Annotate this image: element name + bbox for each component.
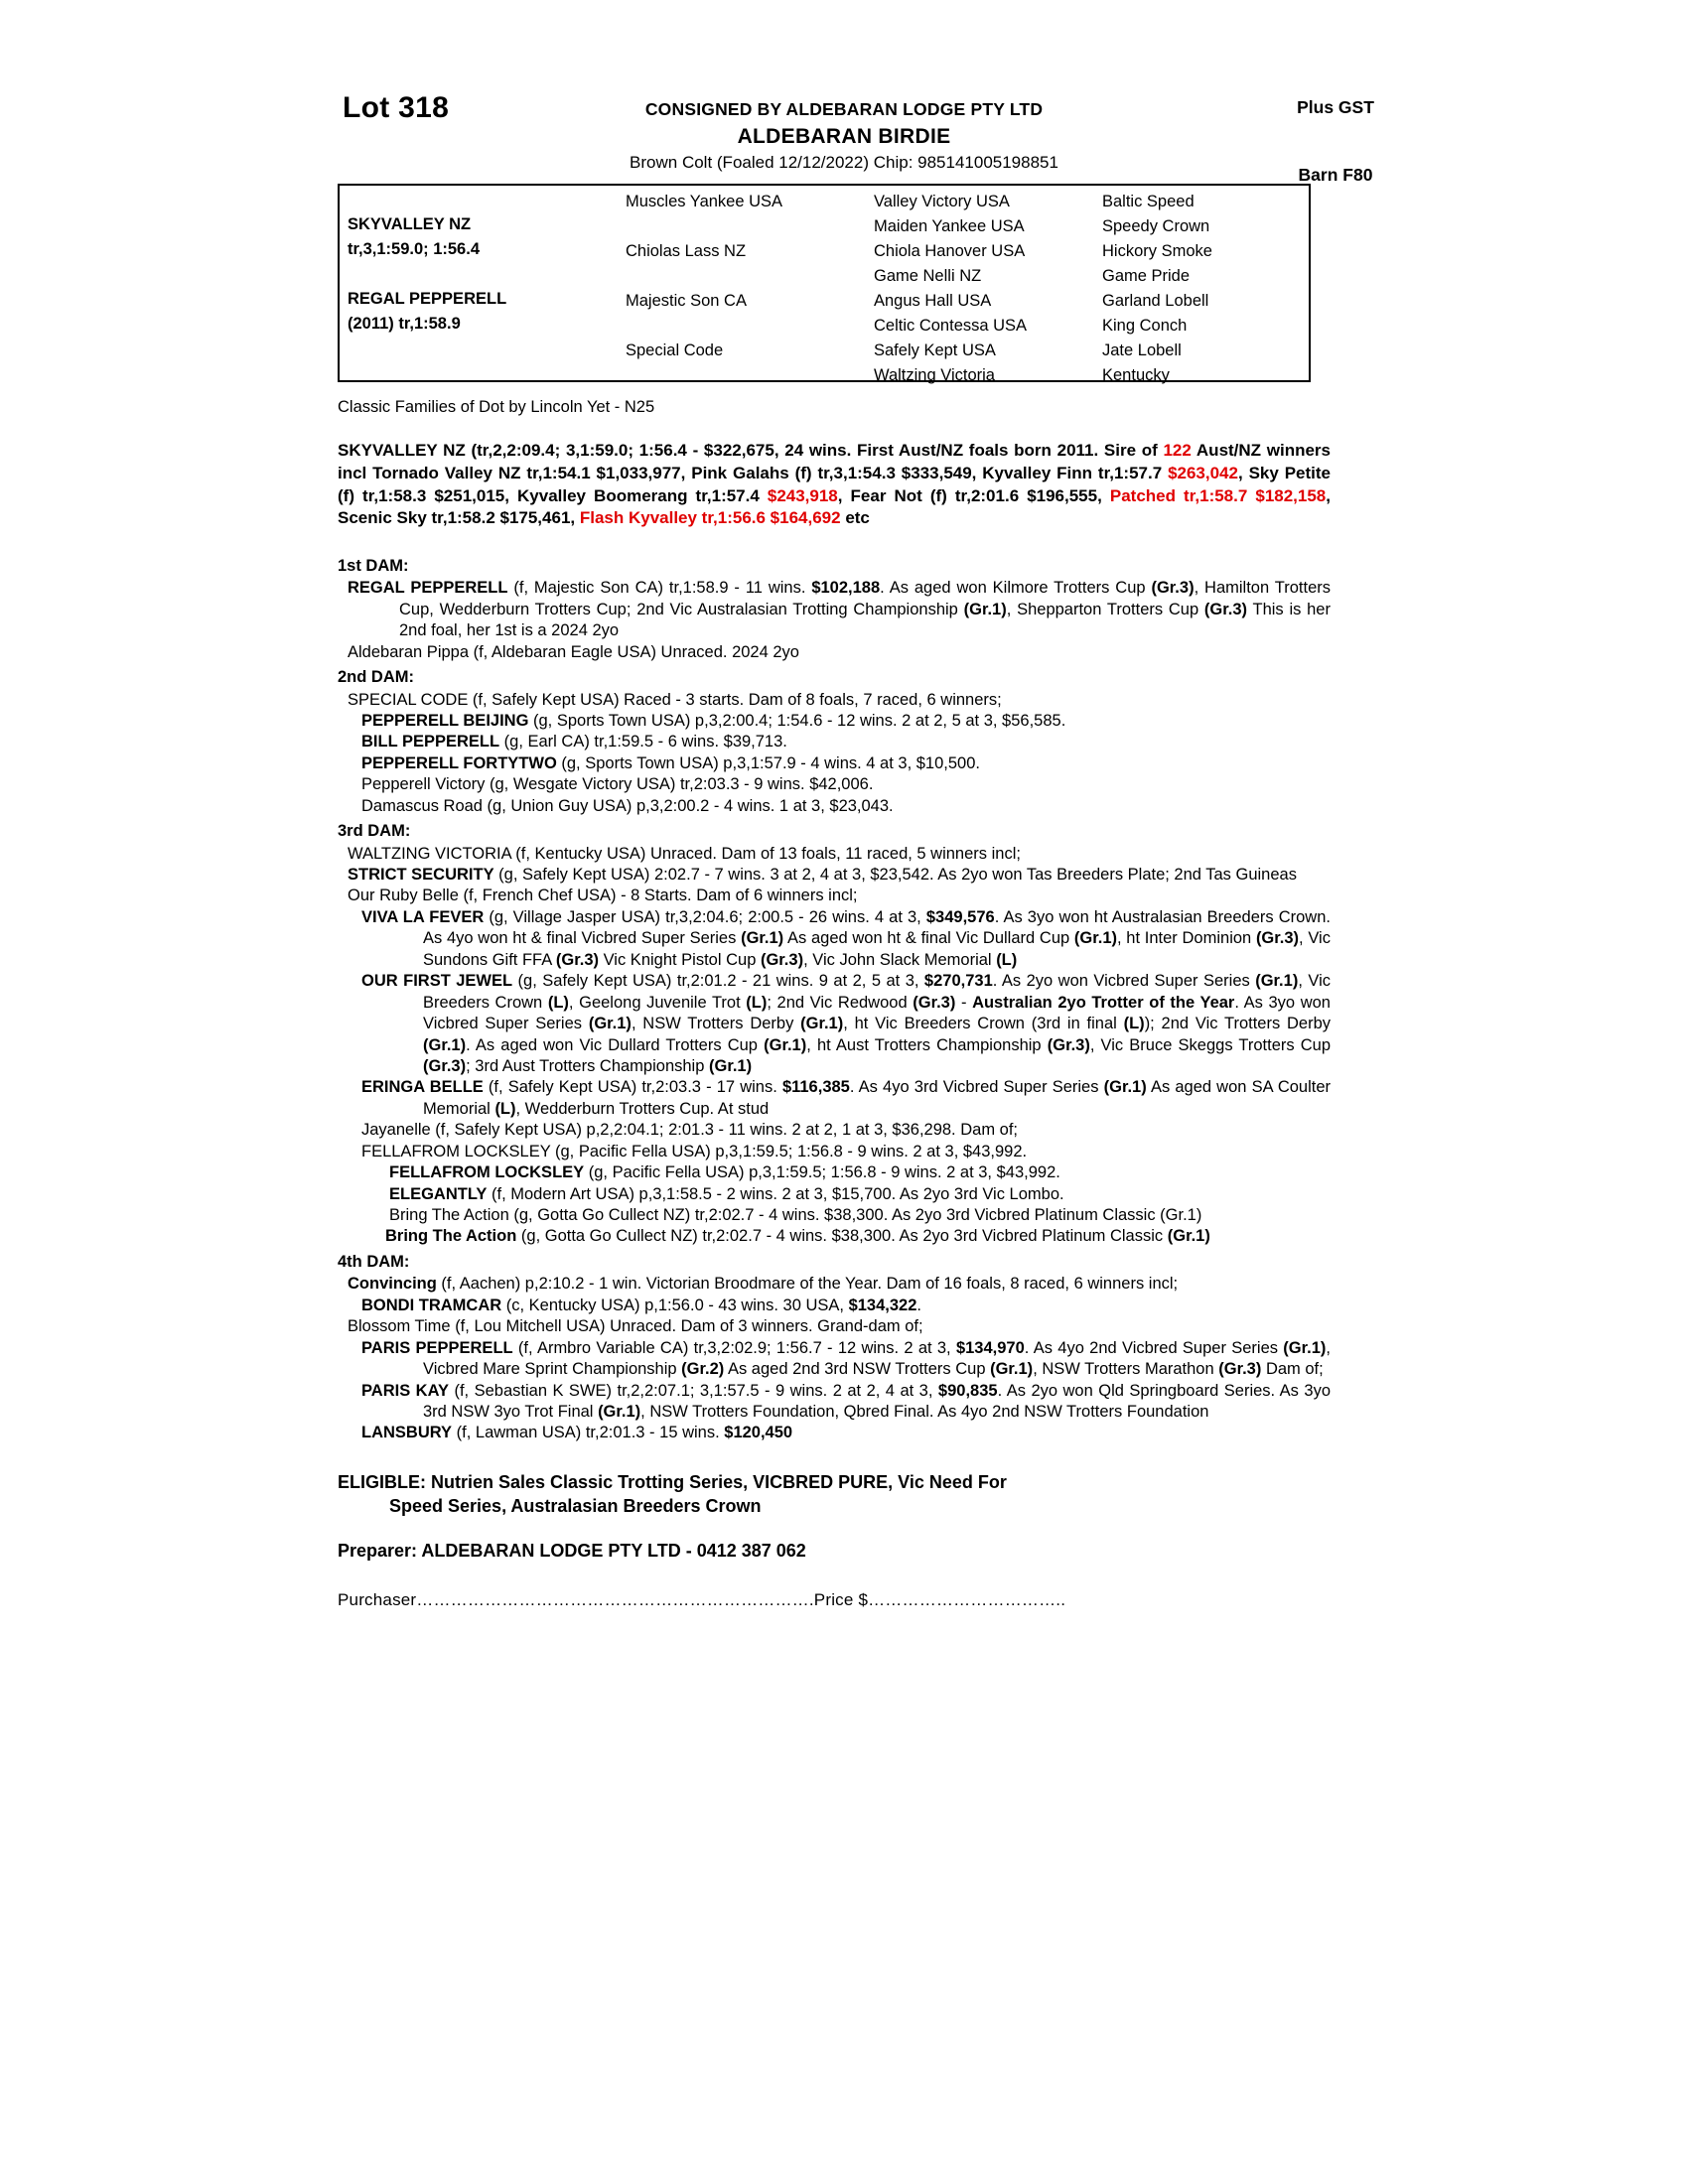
pedigree-gg-grandparent: Speedy Crown [1102,217,1210,235]
preparer-line: Preparer: ALDEBARAN LODGE PTY LTD - 0412 387 062 [338,1541,806,1562]
dam-entry: VIVA LA FEVER (g, Village Jasper USA) tr,3,2:04.6; 2:00.5 - 26 wins. 4 at 3, $349,576. As 3yo won ht Australasian Breeders Crown. As 4yo won ht & final Vicbred Super Series (Gr.1) As aged won ht & final Vic Dullard Cup (Gr.1), ht Inter Dominion (Gr.3), Vic Sundons Gift FFA (Gr.3) Vic Knight Pistol Cup (Gr.3), Vic John Slack Memorial (L) [361,907,1331,969]
dam-entry: PEPPERELL BEIJING (g, Sports Town USA) p,3,2:00.4; 1:54.6 - 12 wins. 2 at 2, 5 at 3, $56,585. [361,711,1066,730]
dam-entry: REGAL PEPPERELL (f, Majestic Son CA) tr,1:58.9 - 11 wins. $102,188. As aged won Kilmore Trotters Cup (Gr.3), Hamilton Trotters Cup, Wedderburn Trotters Cup; 2nd Vic Australasian Trotting Championship (Gr.1), Shepparton Trotters Cup (Gr.3) This is her 2nd foal, her 1st is a 2024 2yo [348,579,1331,640]
dam-heading-3: 3rd DAM: [338,822,411,841]
dam-entry: FELLAFROM LOCKSLEY (g, Pacific Fella USA) p,3,1:59.5; 1:56.8 - 9 wins. 2 at 3, $43,992. [389,1163,1060,1182]
dam-entry: Blossom Time (f, Lou Mitchell USA) Unraced. Dam of 3 winners. Grand-dam of; [348,1317,923,1336]
dam-entry: Jayanelle (f, Safely Kept USA) p,2,2:04.1; 2:01.3 - 11 wins. 2 at 2, 1 at 3, $36,298. Dam of; [361,1121,1018,1140]
dam-entry: SPECIAL CODE (f, Safely Kept USA) Raced - 3 starts. Dam of 8 foals, 7 raced, 6 winners; [348,690,1002,709]
horse-name: ALDEBARAN BIRDIE [737,125,951,148]
pedigree-great-grandparent: Safely Kept USA [874,341,996,359]
dam-heading-2: 2nd DAM: [338,668,414,687]
dam-entry: Bring The Action (g, Gotta Go Cullect NZ) tr,2:02.7 - 4 wins. $38,300. As 2yo 3rd Vicbred Platinum Classic (Gr.1) [389,1206,1202,1224]
pedigree-great-grandparent: Game Nelli NZ [874,267,982,285]
dam-entry: ERINGA BELLE (f, Safely Kept USA) tr,2:03.3 - 17 wins. $116,385. As 4yo 3rd Vicbred Super Series (Gr.1) As aged won SA Coulter Memorial (L), Wedderburn Trotters Cup. At stud [361,1078,1332,1118]
dam-entry: OUR FIRST JEWEL (g, Safely Kept USA) tr,2:01.2 - 21 wins. 9 at 2, 5 at 3, $270,731. As 2yo won Vicbred Super Series (Gr.1), Vic Breeders Crown (L), Geelong Juvenile Trot (L); 2nd Vic Redwood (Gr.3) - Australian 2yo Trotter of the Year. As 3yo won Vicbred Super Series (Gr.1), NSW Trotters Derby (Gr.1), ht Vic Breeders Crown (3rd in final (L)); 2nd Vic Trotters Derby (Gr.1). As aged won Vic Dullard Trotters Cup (Gr.1), ht Aust Trotters Championship (Gr.3), Vic Bruce Skeggs Trotters Cup (Gr.3); 3rd Aust Trotters Championship (Gr.1) [361,972,1332,1075]
barn-label: Barn F80 [1298,165,1373,185]
dam-entry: PARIS KAY (f, Sebastian K SWE) tr,2,2:07.1; 3,1:57.5 - 9 wins. 2 at 2, 4 at 3, $90,835. As 2yo won Qld Springboard Series. As 3yo 3rd NSW 3yo Trot Final (Gr.1), NSW Trotters Foundation, Qbred Final. As 4yo 2nd NSW Trotters Foundation [361,1381,1332,1421]
dam-entry: ELEGANTLY (f, Modern Art USA) p,3,1:58.5 - 2 wins. 2 at 3, $15,700. As 2yo 3rd Vic Lombo. [389,1184,1064,1203]
pedigree-great-grandparent: Waltzing Victoria [874,366,995,384]
pedigree-great-grandparent: Angus Hall USA [874,292,992,310]
dam-entry: Pepperell Victory (g, Wesgate Victory USA) tr,2:03.3 - 9 wins. $42,006. [361,775,874,794]
purchaser-line: Purchaser…………………………………………………………….Price $…………………………….. [338,1589,1066,1609]
page-header [129,50,1559,185]
dam-entry: STRICT SECURITY (g, Safely Kept USA) 2:02.7 - 7 wins. 3 at 2, 4 at 3, $23,542. As 2yo won Tas Breeders Plate; 2nd Tas Guineas [348,866,1297,884]
pedigree-gg-grandparent: King Conch [1102,317,1188,335]
sire-summary-part5: , Scenic Sky tr,1:58.2 $175,461, [338,485,1332,528]
horse-description: Brown Colt (Foaled 12/12/2022) Chip: 985141005198851 [630,153,1058,172]
pedigree-dam-name: REGAL PEPPERELL [348,290,507,308]
sire-summary-part4: , Fear Not (f) tr,2:01.6 $196,555, [837,485,1110,505]
pedigree-grandparent: Special Code [626,341,724,359]
pedigree-great-grandparent: Maiden Yankee USA [874,217,1025,235]
pedigree-grandparent: Majestic Son CA [626,292,747,310]
sire-summary-part3: , Sky Petite (f) tr,1:58.3 $251,015, Kyvalley Boomerang tr,1:57.4 [338,464,1331,505]
dam-entry: WALTZING VICTORIA (f, Kentucky USA) Unraced. Dam of 13 foals, 11 raced, 5 winners incl; [348,844,1021,863]
pedigree-table [338,184,1311,382]
classic-families-line: Classic Families of Dot by Lincoln Yet - N25 [338,398,655,416]
pedigree-col-great-grandparents [874,186,1102,384]
lot-number: Lot 318 [343,91,450,124]
sire-highlight-4: Flash Kyvalley tr,1:56.6 $164,692 [579,508,841,528]
pedigree-col-gg-grandparents [1102,186,1306,384]
pedigree-sire-name: SKYVALLEY NZ [348,215,472,233]
pedigree-grandparent: Chiolas Lass NZ [626,242,747,260]
dam-entry: Aldebaran Pippa (f, Aldebaran Eagle USA) Unraced. 2024 2yo [348,642,799,661]
pedigree-gg-grandparent: Hickory Smoke [1102,242,1212,260]
dam-entry: Bring The Action (g, Gotta Go Cullect NZ) tr,2:02.7 - 4 wins. $38,300. As 2yo 3rd Vicbred Platinum Classic (Gr.1) [385,1227,1210,1246]
dam-entry: FELLAFROM LOCKSLEY (g, Pacific Fella USA) p,3,1:59.5; 1:56.8 - 9 wins. 2 at 3, $43,992. [361,1142,1028,1160]
pedigree-grandparent: Muscles Yankee USA [626,193,783,210]
pedigree-great-grandparent: Chiola Hanover USA [874,242,1026,260]
dam-entry: LANSBURY (f, Lawman USA) tr,2:01.3 - 15 wins. $120,450 [361,1424,793,1442]
plus-gst-label: Plus GST [1297,97,1374,117]
pedigree-gg-grandparent: Jate Lobell [1102,341,1182,359]
sire-summary-part6: etc [840,508,870,528]
dam-entry: BILL PEPPERELL (g, Earl CA) tr,1:59.5 - 6 wins. $39,713. [361,733,787,751]
pedigree-sire-time: tr,3,1:59.0; 1:56.4 [348,240,480,258]
dam-entry: PEPPERELL FORTYTWO (g, Sports Town USA) p,3,1:57.9 - 4 wins. 4 at 3, $10,500. [361,753,980,772]
pedigree-gg-grandparent: Kentucky [1102,366,1170,384]
sire-highlight-2: $243,918 [767,485,838,505]
dam-entry: Damascus Road (g, Union Guy USA) p,3,2:00.2 - 4 wins. 1 at 3, $23,043. [361,796,894,815]
eligible-line-2: Speed Series, Australasian Breeders Crown [389,1496,762,1517]
dam-entry: Convincing (f, Aachen) p,2:10.2 - 1 win. Victorian Broodmare of the Year. Dam of 16 foals, 8 raced, 6 winners incl; [348,1275,1179,1294]
consigned-by: CONSIGNED BY ALDEBARAN LODGE PTY LTD [644,99,1044,119]
sire-winner-count: 122 [1163,441,1192,461]
sire-summary-part1: SKYVALLEY NZ (tr,2,2:09.4; 3,1:59.0; 1:56.4 - $322,675, 24 wins. First Aust/NZ foals born 2011. Sire of [338,441,1164,461]
dam-heading-1: 1st DAM: [338,556,409,575]
dam-entry: Our Ruby Belle (f, French Chef USA) - 8 Starts. Dam of 6 winners incl; [348,887,858,905]
pedigree-gg-grandparent: Garland Lobell [1102,292,1209,310]
pedigree-col-parents [348,186,626,380]
eligible-line-1: ELIGIBLE: Nutrien Sales Classic Trotting Series, VICBRED PURE, Vic Need For [338,1471,1007,1492]
dam-entry: BONDI TRAMCAR (c, Kentucky USA) p,1:56.0 - 43 wins. 30 USA, $134,322. [361,1296,921,1314]
pedigree-great-grandparent: Valley Victory USA [874,193,1010,210]
sire-summary-part2: Aust/NZ winners incl Tornado Valley NZ tr,1:54.1 $1,033,977, Pink Galahs (f) tr,3,1:54.3 $333,549, Kyvalley Finn tr,1:57.7 [338,441,1331,483]
eligible-block [338,1470,1331,1519]
pedigree-col-grandparents [626,186,874,380]
pedigree-dam-time: (2011) tr,1:58.9 [348,315,461,333]
dam-heading-4: 4th DAM: [338,1252,410,1271]
pedigree-great-grandparent: Celtic Contessa USA [874,317,1028,335]
pedigree-body [338,397,1331,1611]
pedigree-gg-grandparent: Baltic Speed [1102,193,1195,210]
pedigree-gg-grandparent: Game Pride [1102,267,1191,285]
sire-highlight-1: $263,042 [1168,464,1238,483]
sire-highlight-3: Patched tr,1:58.7 $182,158 [1109,485,1327,505]
dam-entry: PARIS PEPPERELL (f, Armbro Variable CA) tr,3,2:02.9; 1:56.7 - 12 wins. 2 at 3, $134,970. As 4yo 2nd Vicbred Super Series (Gr.1), Vicbred Mare Sprint Championship (Gr.2) As aged 2nd 3rd NSW Trotters Cup (Gr.1), NSW Trotters Marathon (Gr.3) Dam of; [361,1338,1331,1379]
sire-summary [338,440,1331,529]
